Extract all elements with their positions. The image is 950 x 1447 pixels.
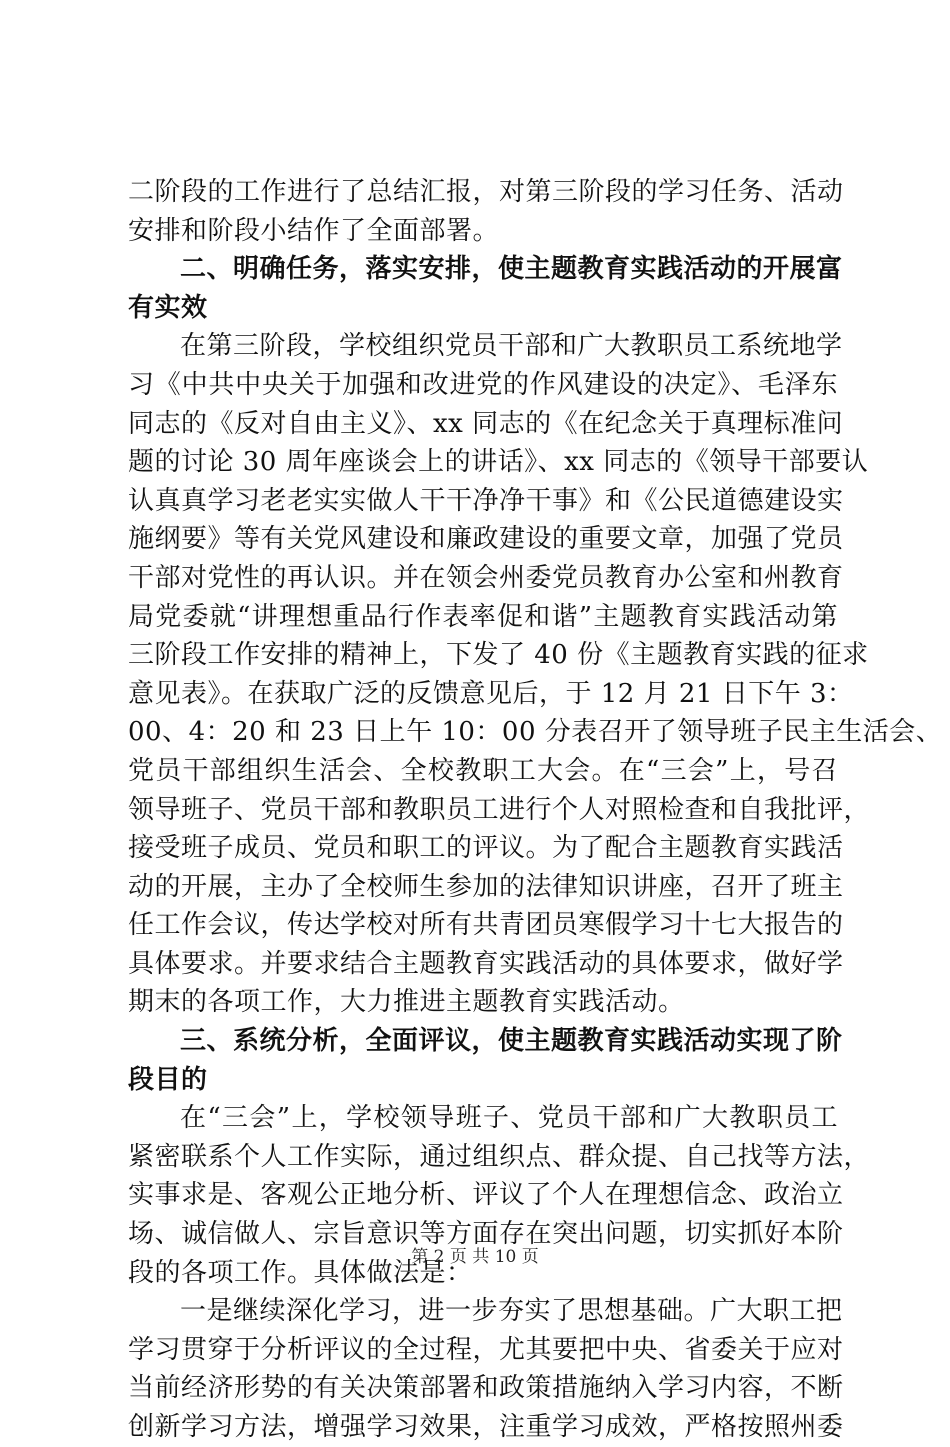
paragraph-line: 局党委就“讲理想重品行作表率促和谐”主题教育实践活动第: [128, 601, 838, 632]
paragraph-line: 干部对党性的再认识。并在领会州委党员教育办公室和州教育: [128, 562, 844, 593]
paragraph-line: 党员干部组织生活会、全校教职工大会。在“三会”上，号召: [128, 755, 838, 786]
paragraph-line: 认真真学习老老实实做人干干净净干事》和《公民道德建设实: [128, 485, 844, 516]
paragraph-line: 同志的《反对自由主义》、xx 同志的《在纪念关于真理标准问: [128, 408, 844, 439]
paragraph-line: 在第三阶段，学校组织党员干部和广大教职员工系统地学: [180, 331, 843, 362]
paragraph-line: 任工作会议，传达学校对所有共青团员寒假学习十七大报告的: [128, 910, 844, 941]
paragraph-line: 期末的各项工作，大力推进主题教育实践活动。: [128, 987, 685, 1018]
paragraph-line: 二阶段的工作进行了总结汇报，对第三阶段的学习任务、活动: [128, 177, 844, 207]
paragraph-line: 三阶段工作安排的精神上，下发了 40 份《主题教育实践的征求: [128, 640, 869, 671]
paragraph-line: 习《中共中央关于加强和改进党的作风建设的决定》、毛泽东: [128, 369, 838, 400]
section-heading-3-cont: 段目的: [128, 1064, 208, 1095]
paragraph-line: 学习贯穿于分析评议的全过程，尤其要把中央、省委关于应对: [128, 1334, 844, 1365]
paragraph-line: 安排和阶段小结作了全面部署。: [128, 215, 500, 246]
section-heading-2-cont: 有实效: [128, 292, 208, 323]
section-heading-3: 三、系统分析，全面评议，使主题教育实践活动实现了阶: [180, 1026, 843, 1057]
paragraph-line: 实事求是、客观公正地分析、评议了个人在理想信念、政治立: [128, 1180, 844, 1211]
paragraph-line: 意见表》。在获取广泛的反馈意见后，于 12 月 21 日下午 3：: [128, 678, 854, 709]
paragraph-line: 段的各项工作。具体做法是：: [128, 1257, 473, 1288]
paragraph-line: 00、4：20 和 23 日上午 10：00 分表召开了领导班子民主生活会、: [128, 717, 943, 748]
paragraph-line: 在“三会”上，学校领导班子、党员干部和广大教职员工: [180, 1103, 838, 1134]
paragraph-line: 紧密联系个人工作实际，通过组织点、群众提、自己找等方法，: [128, 1141, 871, 1172]
paragraph-line: 场、诚信做人、宗旨意识等方面存在突出问题，切实抓好本阶: [128, 1219, 844, 1250]
paragraph-line: 具体要求。并要求结合主题教育实践活动的具体要求，做好学: [128, 948, 844, 979]
paragraph-line: 动的开展，主办了全校师生参加的法律知识讲座，召开了班主: [128, 871, 844, 902]
paragraph-line: 创新学习方法，增强学习效果，注重学习成效，严格按照州委: [128, 1412, 844, 1442]
paragraph-line: 题的讨论 30 周年座谈会上的讲话》、xx 同志的《领导干部要认: [128, 447, 869, 478]
paragraph-line: 施纲要》等有关党风建设和廉政建设的重要文章，加强了党员: [128, 524, 844, 555]
paragraph-line: 一是继续深化学习，进一步夯实了思想基础。广大职工把: [180, 1296, 843, 1327]
paragraph-line: 当前经济形势的有关决策部署和政策措施纳入学习内容，不断: [128, 1373, 844, 1404]
paragraph-line: 领导班子、党员干部和教职员工进行个人对照检查和自我批评，: [128, 794, 871, 825]
section-heading-2: 二、明确任务，落实安排，使主题教育实践活动的开展富: [180, 254, 843, 285]
paragraph-line: 接受班子成员、党员和职工的评议。为了配合主题教育实践活: [128, 833, 844, 864]
page-number-footer: 第 2 页 共 10 页: [411, 1247, 539, 1267]
